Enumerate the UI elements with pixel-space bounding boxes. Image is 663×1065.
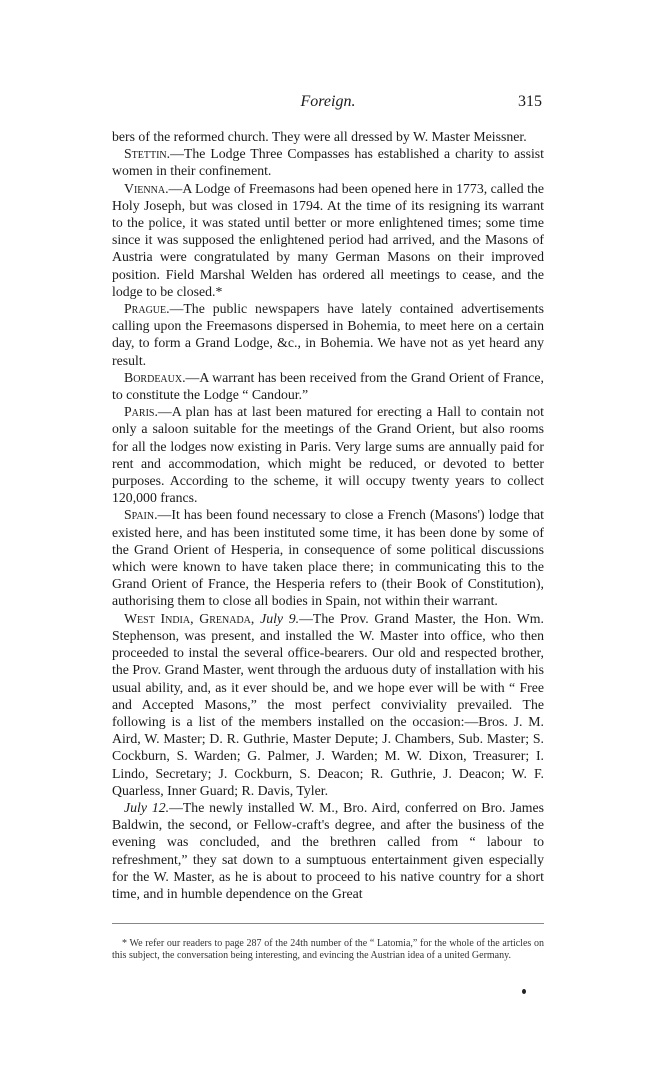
body-text xyxy=(112,128,544,902)
paragraph-text: —It has been found necessary to close a French (Masons') lodge that existed here, and has been instituted some time, it has been done by some of the Grand Orient of Hesperia, in consequence of some political discussions which were known to have taken place there; in communicating this to the Grand Orient of France, the Hesperia refers to (their Book of Constitution), authorising them to close all bodies in Spain, not within their warrant. xyxy=(112,507,544,609)
place-heading: Vienna. xyxy=(124,180,169,196)
paragraph-prague xyxy=(112,300,544,369)
place-heading: Prague. xyxy=(124,301,170,317)
paragraph-bordeaux xyxy=(112,369,544,403)
paragraph-spain xyxy=(112,506,544,609)
paragraph-continuation xyxy=(112,128,544,145)
date-heading: July 12. xyxy=(124,799,170,815)
paragraph-text: bers of the reformed church. They were all dressed by W. Master Meissner. xyxy=(112,129,527,144)
paragraph-text: —The public newspapers have lately contained advertisements calling upon the Freemasons dispersed in Bohemia, to meet here on a certain day, to form a Grand Lodge, &c., in Bohemia. We have not as yet heard any result. xyxy=(112,301,544,368)
place-heading: Stettin. xyxy=(124,146,171,162)
paragraph-text: —The Prov. Grand Master, the Hon. Wm. Stephenson, was present, and installed the W. Master into office, who then proceeded to instal the several office-bearers. Our old and respected brother, the Prov. Grand Master, went through the arduous duty of installation with his usual ability, and, as it ever should be, and we hope ever will be with “ Free and Accepted Masons,” the most perfect conviviality prevailed. The following is a list of the members installed on the occasion:—Bros. J. M. Aird, W. Master; D. R. Guthrie, Master Depute; J. Chambers, Sub. Master; S. Cockburn, S. Warden; G. Palmer, J. Warden; M. W. Dixon, Treasurer; I. Lindo, Secretary; J. Cockburn, S. Deacon; R. Guthrie, J. Deacon; W. F. Quarless, Inner Guard; R. Davis, Tyler. xyxy=(112,610,544,798)
paragraph-vienna xyxy=(112,180,544,300)
date-heading: July 9. xyxy=(254,610,300,626)
paragraph-text: —A plan has at last been matured for erecting a Hall to contain not only a saloon suitable for the meetings of the Grand Orient, but also rooms for all the lodges now existing in Paris. Very large sums are annually paid for rent and accommodation, which might be reduced, or devoted to better purposes. According to the scheme, it will occupy twenty years to collect 120,000 francs. xyxy=(112,404,544,506)
place-heading: Bordeaux. xyxy=(124,369,186,385)
place-heading: Spain. xyxy=(124,507,158,523)
place-heading: Paris. xyxy=(124,404,158,420)
paragraph-paris xyxy=(112,403,544,506)
place-heading: West India, Grenada, xyxy=(124,610,255,626)
paragraph-text: —A Lodge of Freemasons had been opened here in 1773, called the Holy Joseph, but was closed in 1794. At the time of its resigning its warrant to the police, it was stated until better or more enlightened times; some time since it was supposed the enlightened period had arrived, and the Masons of Austria were congratulated by many German Masons on their improved position. Field Marshal Welden has ordered all meetings to cease, and the lodge to be closed.* xyxy=(112,180,544,299)
footnote xyxy=(112,938,544,962)
paragraph-july-12 xyxy=(112,799,544,902)
footnote-text: * We refer our readers to page 287 of the 24th number of the “ Latomia,” for the whole of the articles on this subject, the conversation being interesting, and evincing the Austrian idea of a united Germany. xyxy=(112,938,544,961)
page-header xyxy=(112,93,544,115)
paragraph-text: —The newly installed W. M., Bro. Aird, conferred on Bro. James Baldwin, the second, or Fellow-craft's degree, and after the business of the evening was concluded, and the brethren called from “ labour to refreshment,” they sat down to a sumptuous entertainment given especially for the W. Master, as he is about to proceed to his native country for a short time, and in humble dependence on the Great xyxy=(112,799,544,901)
paragraph-west-india xyxy=(112,610,544,799)
footnote-divider xyxy=(112,923,544,924)
page-number: 315 xyxy=(518,93,542,110)
ink-mark xyxy=(522,989,526,994)
paragraph-stettin xyxy=(112,145,544,179)
paragraph-text: —A warrant has been received from the Grand Orient of France, to constitute the Lodge “ Candour.” xyxy=(112,369,544,403)
paragraph-text: —The Lodge Three Compasses has established a charity to assist women in their confinement. xyxy=(112,146,544,179)
running-title: Foreign. xyxy=(300,93,356,110)
